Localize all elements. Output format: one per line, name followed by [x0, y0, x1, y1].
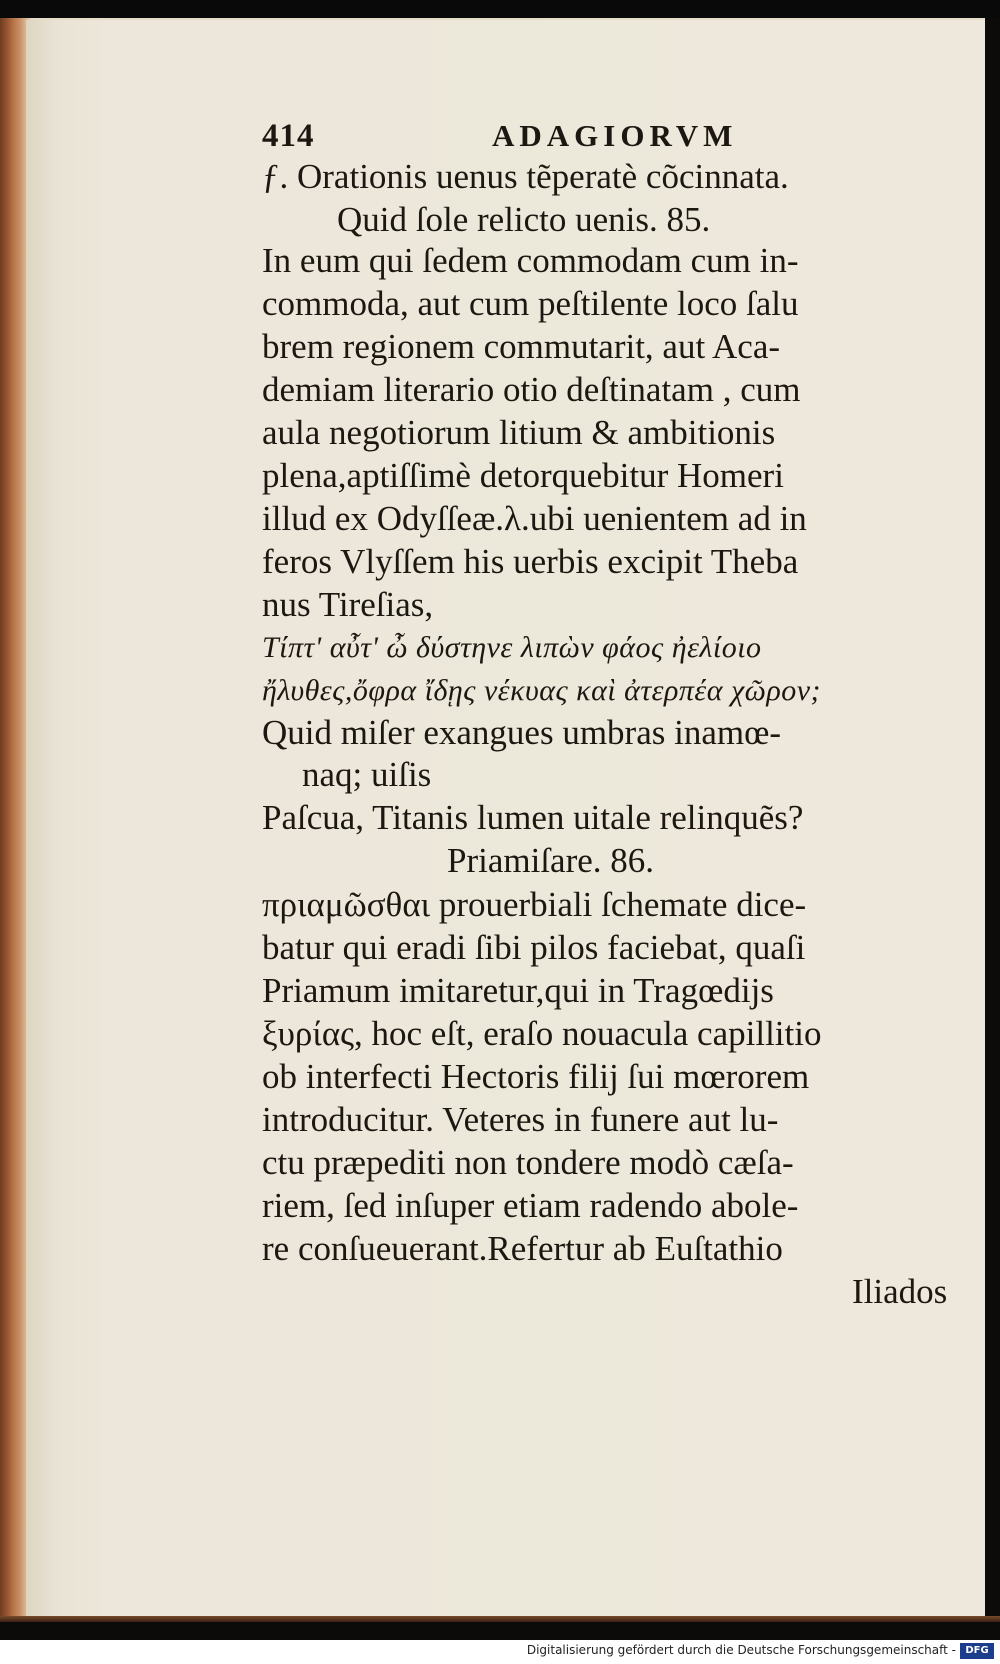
text-line: brem regionem commutarit, aut Aca-: [262, 327, 781, 366]
text-line: ξυρίας, hoc eſt, eraſo nouacula capillitio: [262, 1014, 822, 1053]
page-header: [262, 118, 922, 158]
text-line: nus Tireſias,: [262, 585, 434, 624]
text-line: demiam literario otio deſtinatam , cum: [262, 370, 801, 409]
text-line: illud ex Odyſſeæ.λ.ubi uenientem ad in: [262, 499, 807, 538]
running-title: ADAGIORVM: [492, 118, 738, 153]
greek-verse-line: ἤλυθες,ὄφρα ἴδῃς νέκυας καὶ ἀτερπέα χῶρον;: [262, 674, 822, 707]
footer-credit: Digitalisierung gefördert durch die Deutsche Forschungsgemeinschaft -: [526, 1643, 956, 1657]
text-line: riem, ſed inſuper etiam radendo abole-: [262, 1186, 799, 1225]
footer-bar: [0, 1640, 1000, 1664]
text-line: Priamum imitaretur,qui in Tragœdijs: [262, 971, 774, 1010]
text-line: ob interfecti Hectoris filij ſui mœrorem: [262, 1057, 810, 1096]
text-line: ƒ. Orationis uenus tẽperatè cõcinnata.: [262, 157, 789, 196]
text-line: plena,aptiſſimè detorquebitur Homeri: [262, 456, 784, 495]
text-line: πριαμῶσθαι prouerbiali ſchemate dice-: [262, 885, 807, 924]
text-line: introducitur. Veteres in funere aut lu-: [262, 1100, 779, 1139]
greek-verse-line: Τίπτ' αὖτ' ὦ δύστηνε λιπὼν φάος ἠελίοιο: [262, 631, 762, 664]
text-line: batur qui eradi ſibi pilos faciebat, quaſi: [262, 928, 806, 967]
page-bottom-edge: [0, 1616, 1000, 1622]
page-number: 414: [262, 118, 315, 154]
section-heading: Quid ſole relicto uenis. 85.: [337, 200, 711, 239]
section-heading: Priamiſare. 86.: [447, 841, 655, 880]
text-line: In eum qui ſedem commodam cum in-: [262, 241, 799, 280]
verse-line: Quid miſer exangues umbras inamœ-: [262, 713, 782, 752]
dfg-logo-icon: DFG: [960, 1643, 994, 1659]
verse-line: naq; uiſis: [302, 755, 432, 794]
top-dark-band: [0, 0, 1000, 18]
text-line: feros Vlyſſem his uerbis excipit Theba: [262, 542, 799, 581]
text-line: commoda, aut cum peſtilente loco ſalu: [262, 284, 799, 323]
text-line: ctu præpediti non tondere modò cæſa-: [262, 1143, 794, 1182]
verse-line: Paſcua, Titanis lumen uitale relinquẽs?: [262, 798, 804, 837]
text-line: aula negotiorum litium & ambitionis: [262, 413, 776, 452]
catchword: Iliados: [852, 1272, 948, 1311]
text-line: re conſueuerant.Refertur ab Euſtathio: [262, 1229, 783, 1268]
